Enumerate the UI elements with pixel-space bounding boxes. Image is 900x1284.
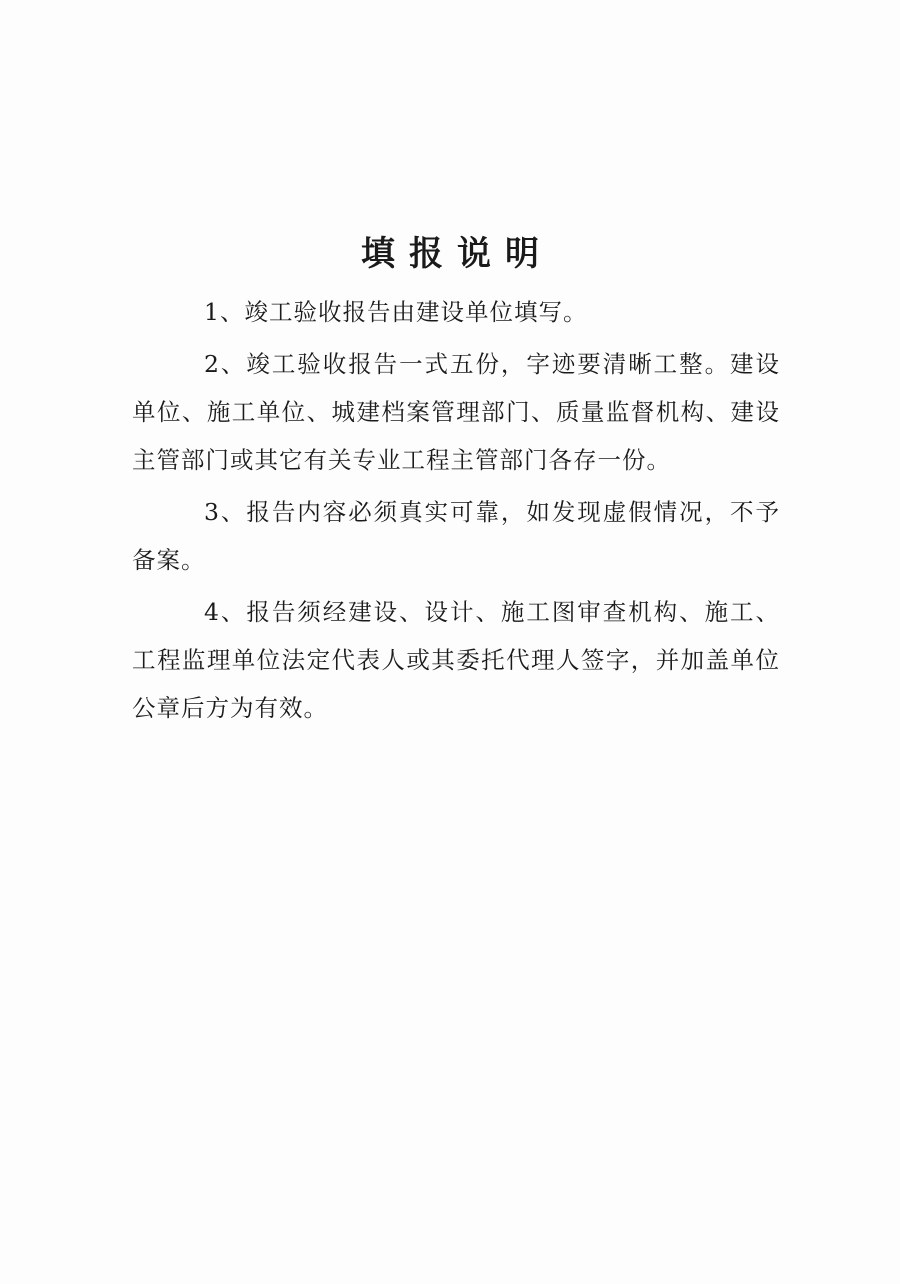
- instruction-item-2: 2、竣工验收报告一式五份，字迹要清晰工整。建设单位、施工单位、城建档案管理部门、质量监督机构、建设主管部门或其它有关专业工程主管部门各存一份。: [132, 350, 780, 474]
- instruction-item-1: 1、竣工验收报告由建设单位填写。: [204, 298, 588, 326]
- instructions-body: [132, 288, 780, 736]
- page-title: 填报说明: [361, 234, 553, 274]
- instruction-item-4: 4、报告须经建设、设计、施工图审查机构、施工、工程监理单位法定代表人或其委托代理人签字，并加盖单位公章后方为有效。: [132, 598, 780, 722]
- instruction-item-3: 3、报告内容必须真实可靠，如发现虚假情况，不予备案。: [132, 498, 780, 574]
